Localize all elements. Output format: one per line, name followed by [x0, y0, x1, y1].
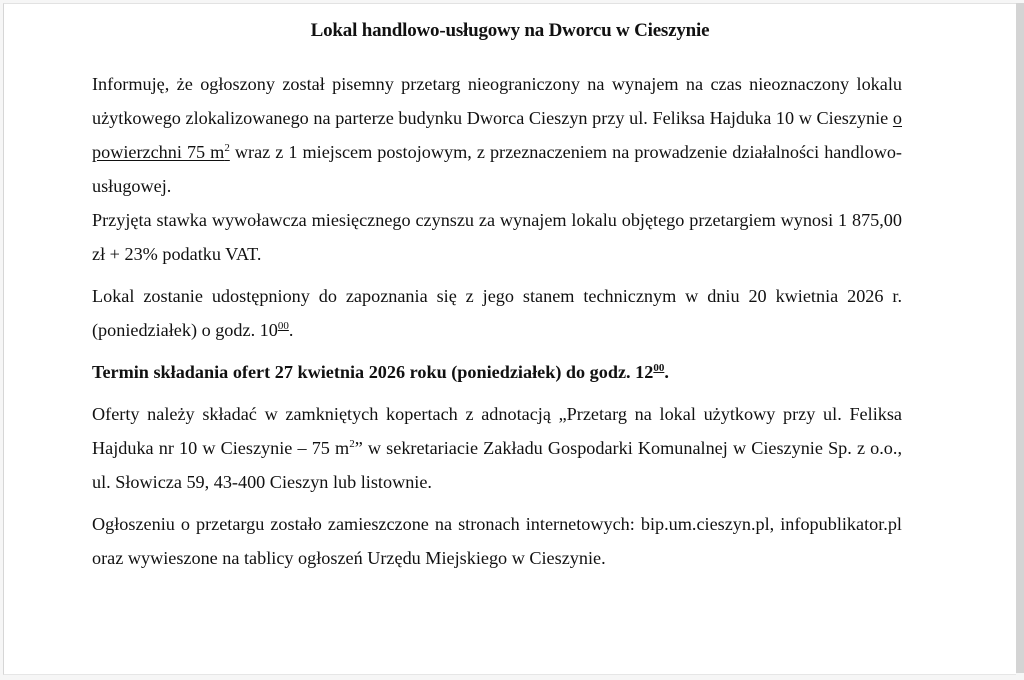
document-body [92, 67, 902, 575]
paragraph-viewing [92, 279, 902, 347]
deadline-time-sup: 00 [653, 362, 665, 374]
submission-sup: 2 [349, 438, 355, 450]
paragraph-rent: Przyjęta stawka wywoławcza miesięcznego czynszu za wynajem lokalu objętego przetargiem wynosi 1 875,00 zł + 23% podatku VAT. [92, 210, 902, 264]
deadline-text: Termin składania ofert 27 kwietnia 2026 roku (poniedziałek) do godz. 12 [92, 362, 654, 382]
viewing-time-sup: 00 [277, 320, 289, 332]
document-page [3, 3, 1016, 675]
announcement-text: Informuję, że ogłoszony został pisemny przetarg nieograniczony na wynajem na czas nieoznaczony lokalu użytkowego zlokalizowanego na parterze budynku Dworca Cieszyn przy ul. Feliksa Hajduka 10 w Cieszynie [92, 74, 902, 128]
announcement-text-end: wraz z 1 miejscem postojowym, z przeznaczeniem na prowadzenie działalności handlowo-usługowej. [92, 142, 902, 196]
paragraph-publication: Ogłoszeniu o przetargu zostało zamieszczone na stronach internetowych: bip.um.cieszyn.pl, infopublikator.pl oraz wywieszone na tablicy ogłoszeń Urzędu Miejskiego w Cieszynie. [92, 514, 902, 568]
deadline-end: . [664, 362, 669, 382]
scrollbar-track[interactable] [1016, 3, 1024, 673]
area-sup: 2 [224, 142, 230, 154]
submission-text: Oferty należy składać w zamkniętych kopertach z adnotacją „Przetarg na lokal użytkowy przy ul. Feliksa Hajduka nr 10 w Cieszynie – 75 m [92, 404, 902, 458]
viewing-text: Lokal zostanie udostępniony do zapoznania się z jego stanem technicznym w dniu 20 kwietnia 2026 r. (poniedziałek) o godz. 10 [92, 286, 902, 340]
submission-text-end: ” w sekretariacie Zakładu Gospodarki Komunalnej w Cieszynie Sp. z o.o., ul. Słowicza 59, 43-400 Cieszyn lub listownie. [92, 438, 902, 492]
document-title: Lokal handlowo-usługowy na Dworcu w Cieszynie [310, 20, 710, 41]
paragraph-deadline [92, 355, 902, 389]
viewing-end: . [288, 320, 294, 340]
paragraph-submission [92, 397, 902, 499]
paragraph-announcement [92, 67, 902, 203]
area-text: o powierzchni 75 m [92, 108, 902, 162]
